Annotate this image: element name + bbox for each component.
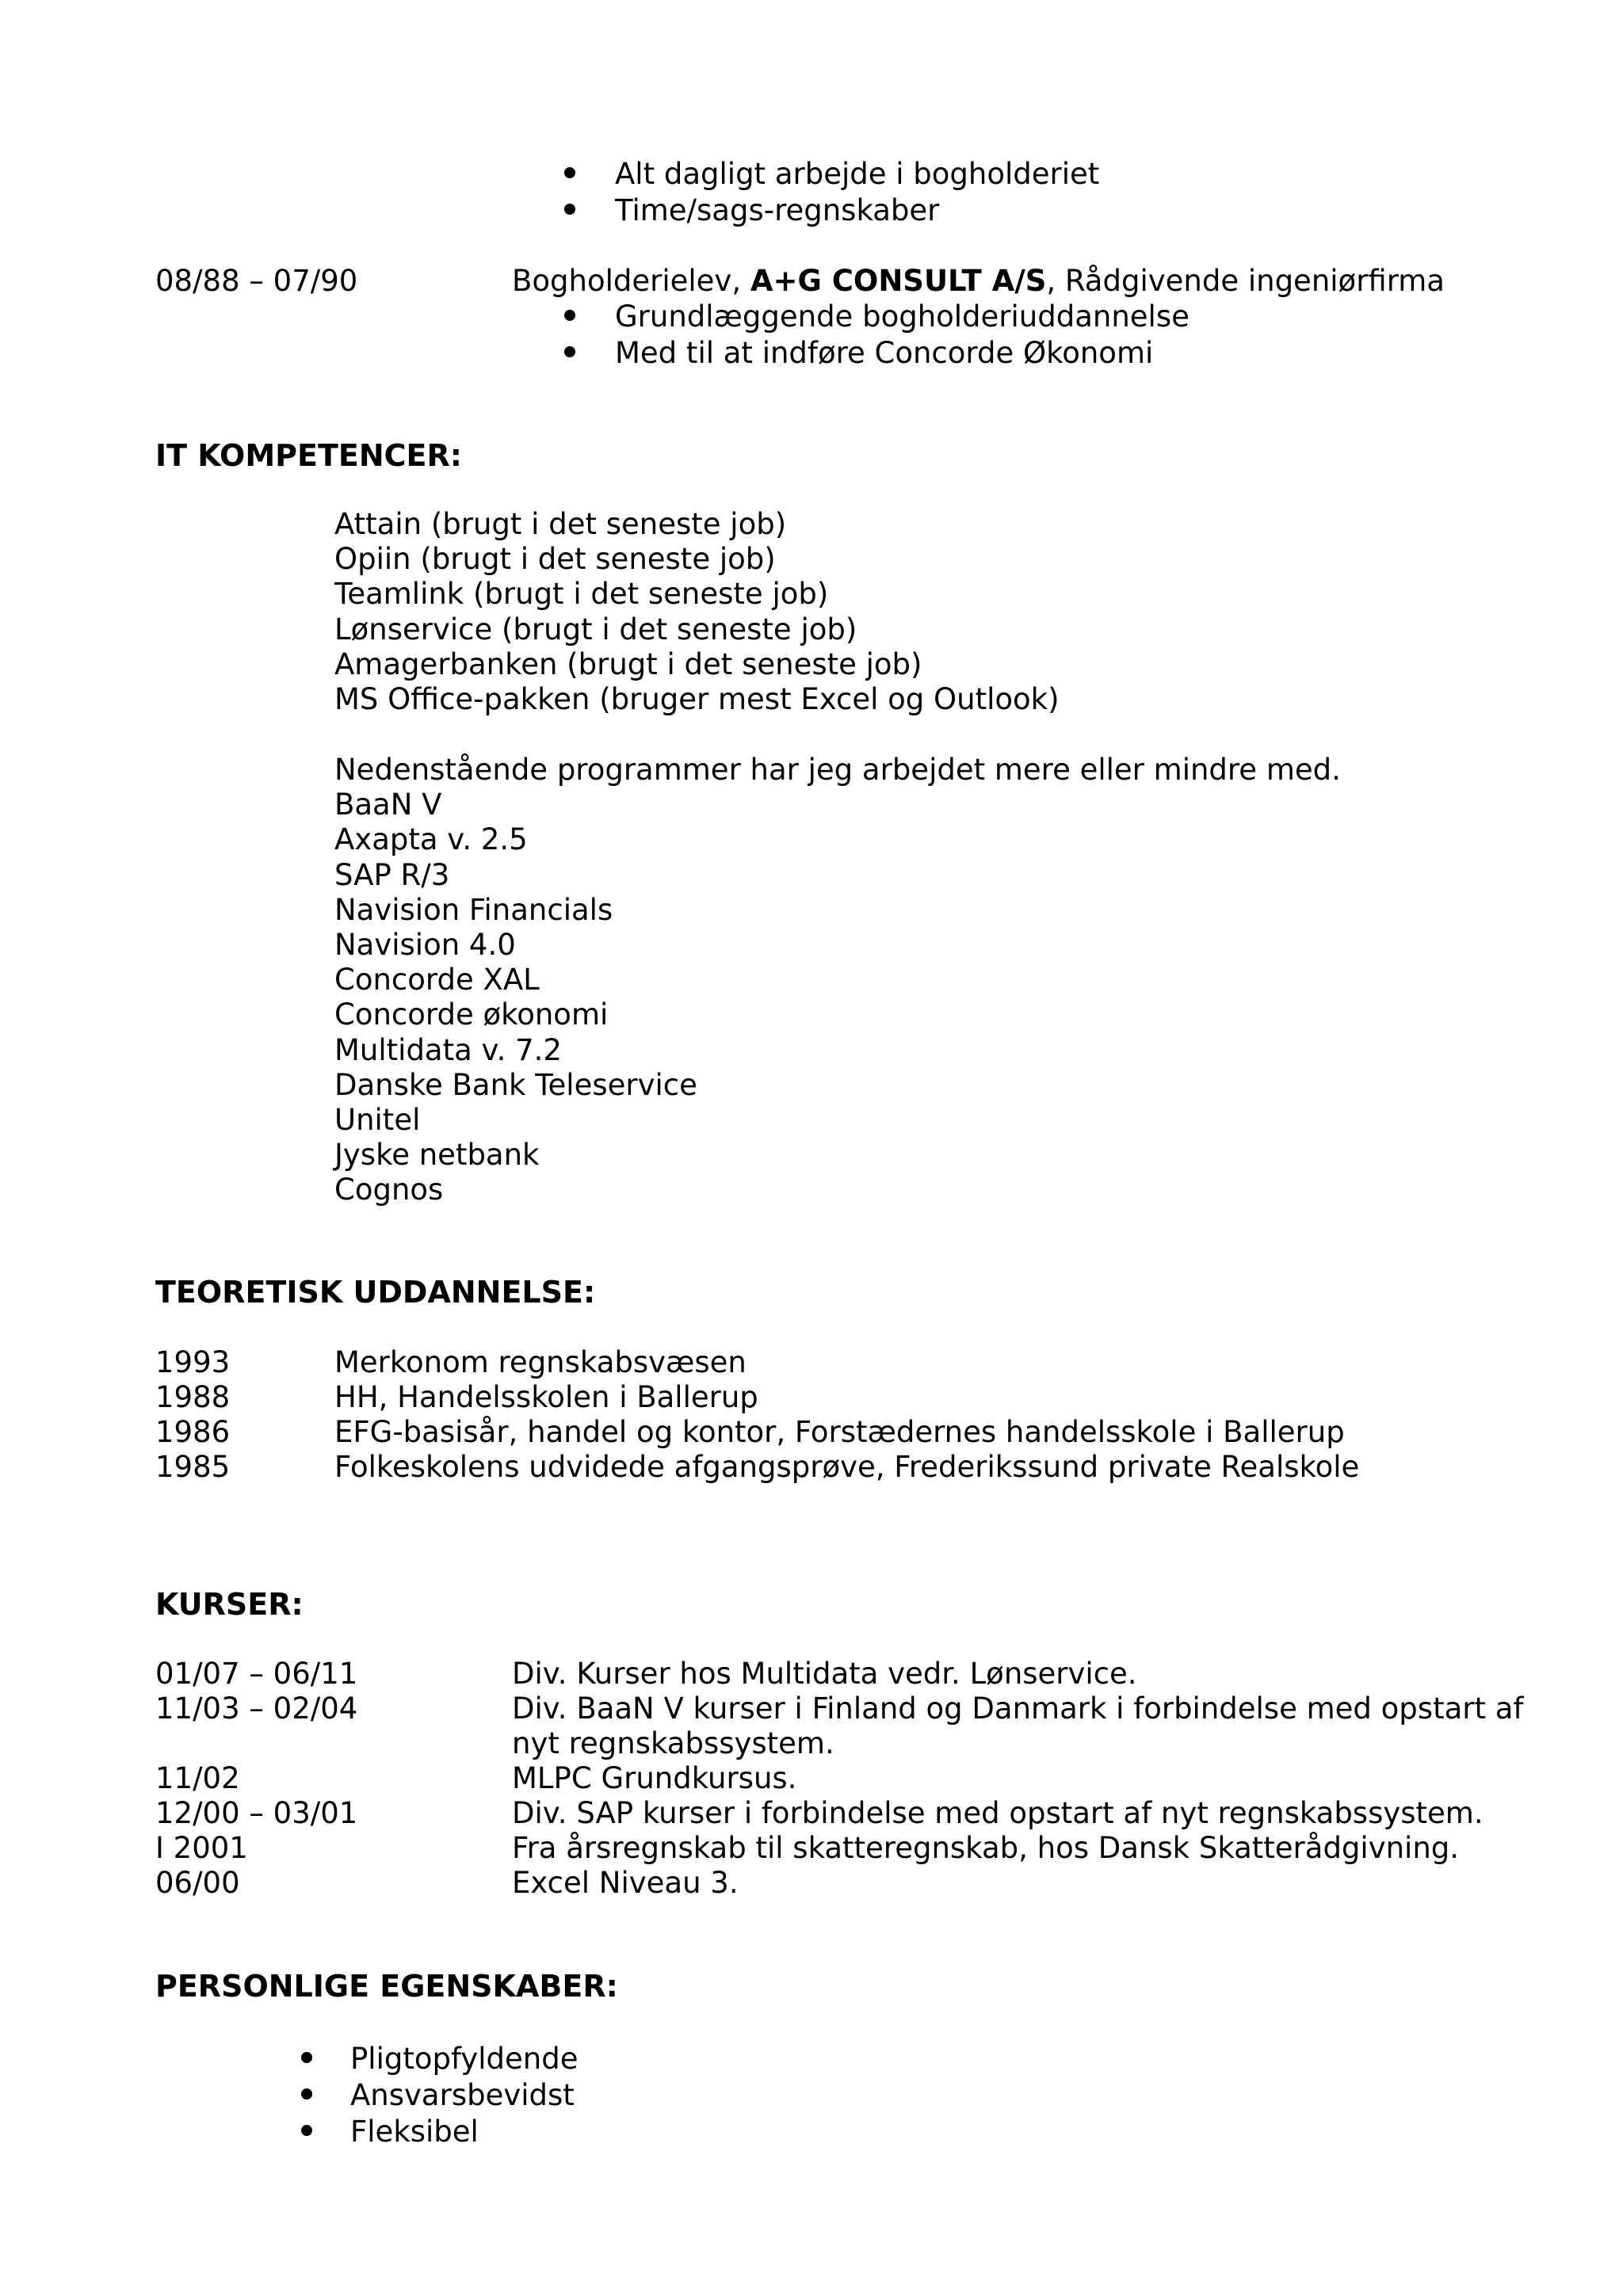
- list-item: Amagerbanken (brugt i det seneste job): [334, 646, 922, 681]
- job-title: [512, 264, 1445, 299]
- bullet-text: Ansvarsbevidst: [350, 2078, 575, 2112]
- list-item: Axapta v. 2.5: [334, 822, 528, 857]
- course-date: 11/02: [155, 1761, 240, 1795]
- course-text: Div. SAP kurser i forbindelse med opstart af nyt regnskabssystem.: [512, 1796, 1484, 1830]
- section-heading-courses: KURSER:: [155, 1587, 304, 1622]
- course-text: MLPC Grundkursus.: [512, 1761, 797, 1795]
- course-text: Excel Niveau 3.: [512, 1866, 739, 1900]
- education-text: Folkeskolens udvidede afgangsprøve, Frederikssund private Realskole: [334, 1450, 1360, 1484]
- education-year: 1985: [155, 1450, 231, 1484]
- education-year: 1988: [155, 1380, 231, 1414]
- list-item: Concorde økonomi: [334, 997, 609, 1032]
- bullet-icon: [564, 346, 575, 357]
- it-other-intro: Nedenstående programmer har jeg arbejdet mere eller mindre med.: [334, 753, 1341, 787]
- list-item: Attain (brugt i det seneste job): [334, 507, 787, 541]
- education-text: EFG-basisår, handel og kontor, Forstædernes handelsskole i Ballerup: [334, 1415, 1345, 1449]
- job-title-suffix: , Rådgivende ingeniørfirma: [1046, 264, 1445, 298]
- course-text: nyt regnskabssystem.: [512, 1726, 834, 1760]
- it-recent-list: [334, 507, 1060, 717]
- course-date: 01/07 – 06/11: [155, 1657, 358, 1691]
- list-item: Danske Bank Teleservice: [334, 1067, 697, 1102]
- education-year: 1986: [155, 1415, 231, 1449]
- list-item: Jyske netbank: [334, 1138, 540, 1173]
- bullet-text: Time/sags-regnskaber: [615, 193, 940, 227]
- course-text: Div. BaaN V kurser i Finland og Danmark i forbindelse med opstart af: [512, 1691, 1524, 1726]
- education-text: Merkonom regnskabsvæsen: [334, 1345, 747, 1379]
- list-item: SAP R/3: [334, 857, 450, 892]
- bullet-text: Fleksibel: [350, 2115, 479, 2149]
- list-item: Opiin (brugt i det seneste job): [334, 542, 776, 577]
- list-item: Teamlink (brugt i det seneste job): [334, 577, 829, 612]
- list-item: Navision Financials: [334, 892, 613, 927]
- course-text: Div. Kurser hos Multidata vedr. Lønservice.: [512, 1657, 1137, 1691]
- bullet-text: Med til at indføre Concorde Økonomi: [615, 336, 1154, 370]
- job-company: A+G CONSULT A/S: [750, 264, 1047, 298]
- education-year: 1993: [155, 1345, 231, 1379]
- bullet-text: Grundlæggende bogholderiuddannelse: [615, 299, 1190, 334]
- list-item: Concorde XAL: [334, 963, 540, 997]
- list-item: Lønservice (brugt i det seneste job): [334, 612, 857, 646]
- course-date: I 2001: [155, 1831, 248, 1865]
- list-item: Multidata v. 7.2: [334, 1032, 562, 1067]
- job-title-prefix: Bogholderielev,: [512, 264, 750, 298]
- bullet-icon: [301, 2088, 312, 2100]
- bullet-icon: [564, 204, 575, 215]
- list-item: BaaN V: [334, 788, 442, 822]
- education-text: HH, Handelsskolen i Ballerup: [334, 1380, 758, 1414]
- job-period: 08/88 – 07/90: [155, 264, 358, 298]
- section-heading-personal: PERSONLIGE EGENSKABER:: [155, 1969, 618, 2004]
- list-item: MS Office-pakken (bruger mest Excel og Outlook): [334, 681, 1060, 716]
- list-item: Unitel: [334, 1102, 421, 1137]
- course-text: Fra årsregnskab til skatteregnskab, hos Dansk Skatterådgivning.: [512, 1831, 1460, 1865]
- it-other-list: [334, 753, 1341, 1207]
- section-heading-it: IT KOMPETENCER:: [155, 438, 462, 473]
- bullet-icon: [564, 167, 575, 178]
- course-date: 11/03 – 02/04: [155, 1691, 358, 1726]
- bullet-icon: [564, 310, 575, 321]
- bullet-icon: [301, 2052, 312, 2063]
- section-heading-education: TEORETISK UDDANNELSE:: [155, 1275, 596, 1310]
- bullet-text: Pligtopfyldende: [350, 2042, 579, 2076]
- bullet-text: Alt dagligt arbejde i bogholderiet: [615, 157, 1100, 191]
- list-item: Navision 4.0: [334, 927, 516, 962]
- bullet-icon: [301, 2125, 312, 2136]
- list-item: Cognos: [334, 1173, 444, 1207]
- course-date: 06/00: [155, 1866, 240, 1900]
- course-date: 12/00 – 03/01: [155, 1796, 358, 1830]
